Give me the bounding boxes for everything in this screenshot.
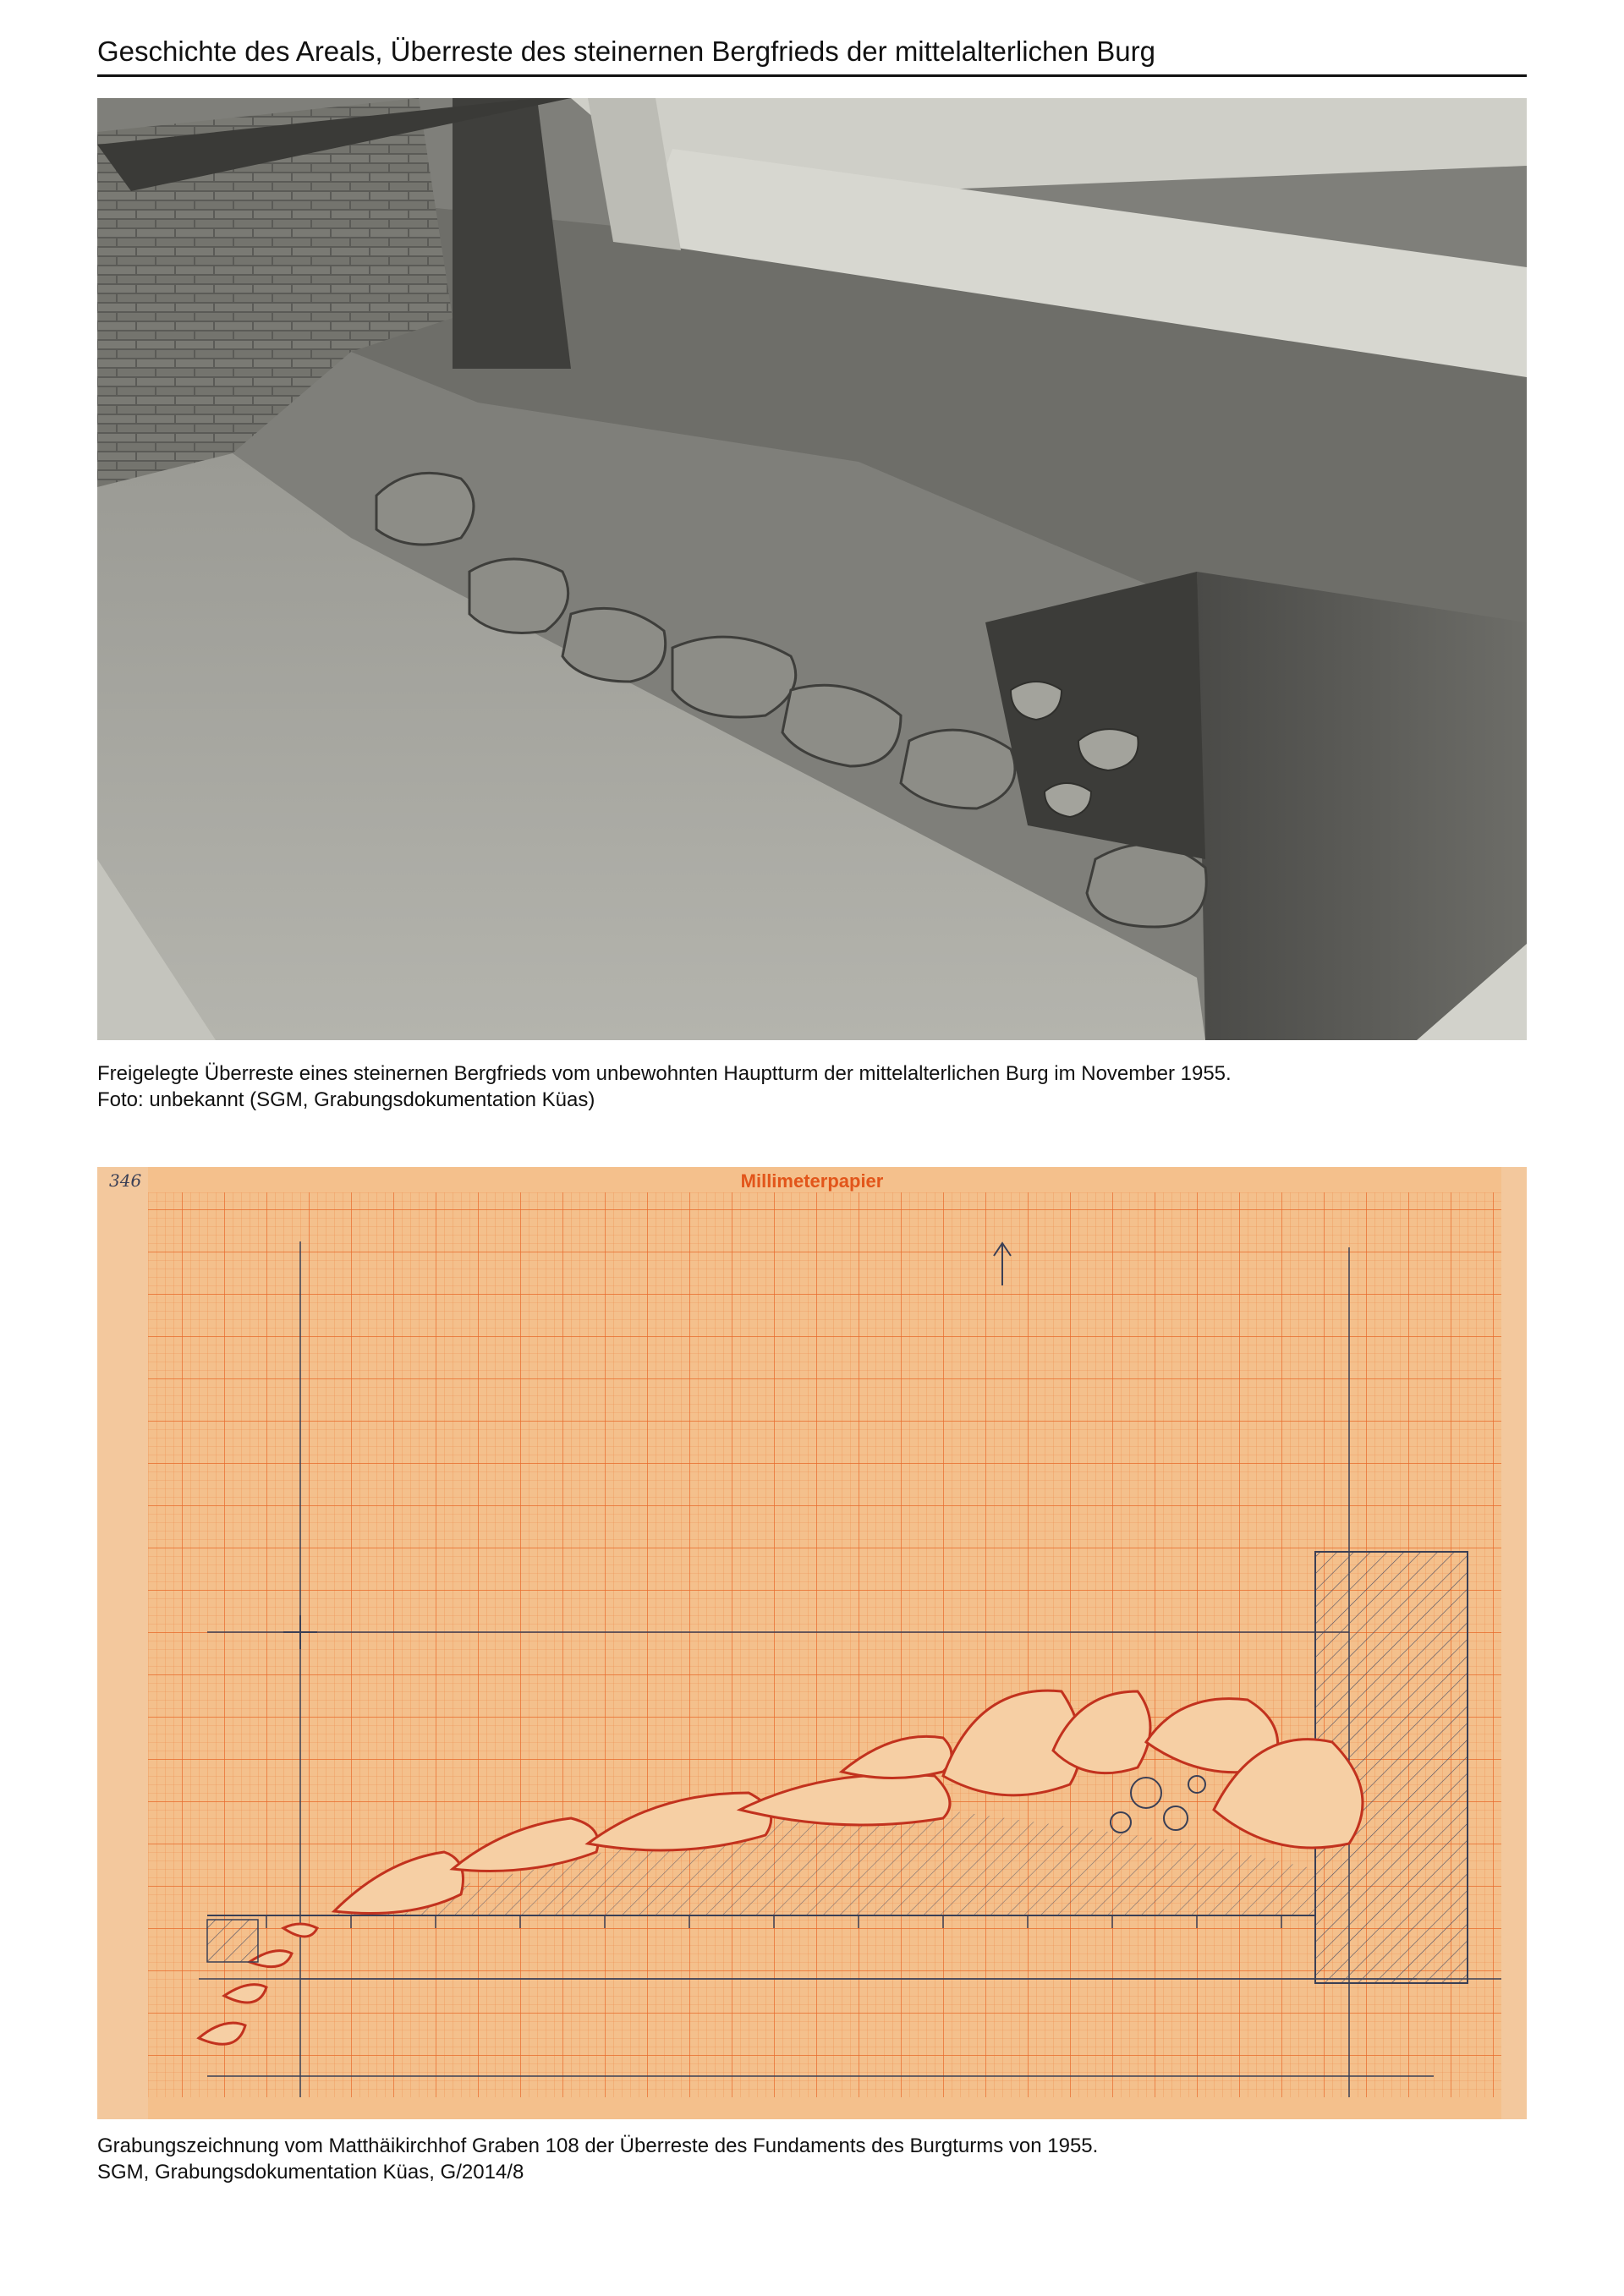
excavation-drawing <box>97 1167 1527 2119</box>
graph-paper-drawing <box>97 1167 1527 2119</box>
drawing-caption <box>97 2133 1527 2185</box>
photo-caption <box>97 1060 1527 1113</box>
drawing-caption-line-2: SGM, Grabungsdokumentation Küas, G/2014/8 <box>97 2161 524 2184</box>
page-header <box>97 34 1527 77</box>
excavation-photo <box>97 98 1527 1040</box>
photo-caption-line-1: Freigelegte Überreste eines steinernen Bergfrieds vom unbewohnten Hauptturm der mittelalterlichen Burg im November 1955. <box>97 1062 1232 1085</box>
drawing-caption-line-1: Grabungszeichnung vom Matthäikirchhof Graben 108 der Überreste des Fundaments des Burgturms von 1955. <box>97 2134 1099 2157</box>
excavation-photo-image <box>97 98 1527 1040</box>
paper-label: Millimeterpapier <box>740 1170 884 1192</box>
page-title: Geschichte des Areals, Überreste des steinernen Bergfrieds der mittelalterlichen Burg <box>97 36 1155 67</box>
sheet-number: 346 <box>109 1170 142 1191</box>
photo-caption-line-2: Foto: unbekannt (SGM, Grabungsdokumentation Küas) <box>97 1088 595 1111</box>
